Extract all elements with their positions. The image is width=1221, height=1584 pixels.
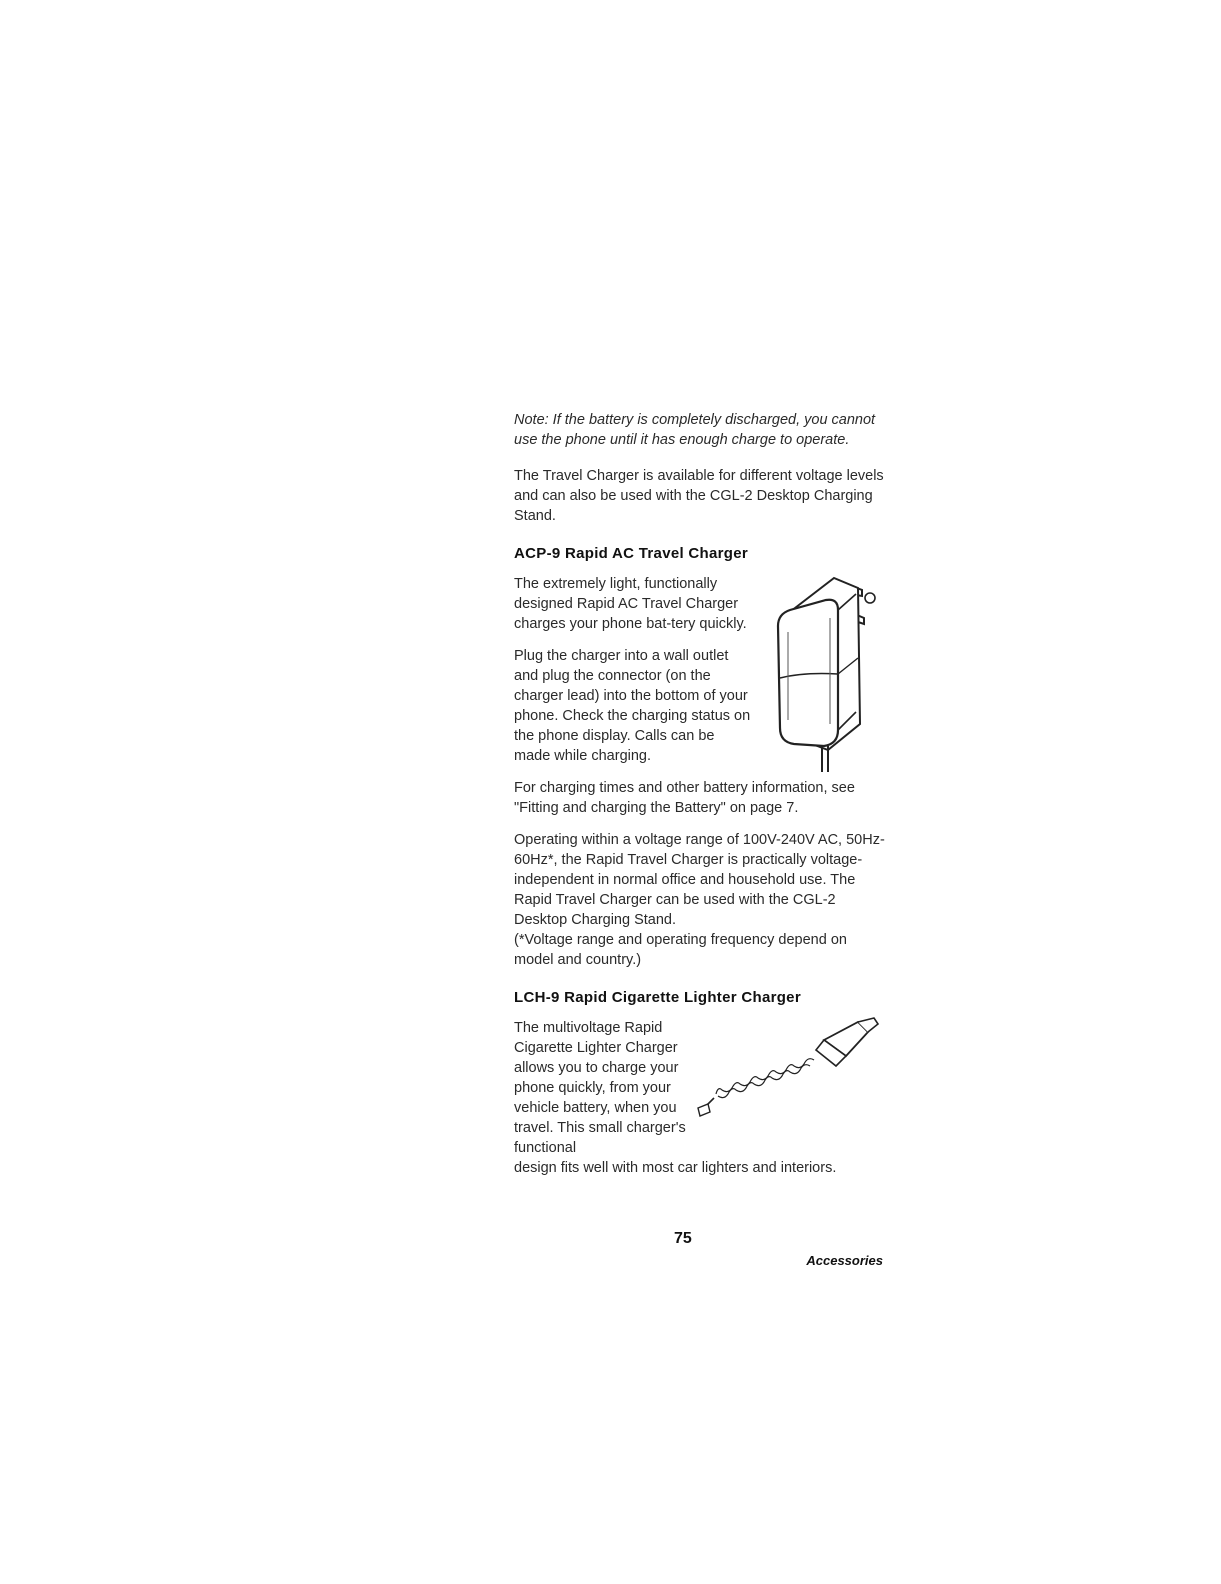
heading-lch9: LCH-9 Rapid Cigarette Lighter Charger <box>514 989 801 1006</box>
acp9-block <box>514 574 886 766</box>
lch9-block <box>514 1018 886 1178</box>
heading-acp9: ACP-9 Rapid AC Travel Charger <box>514 545 749 562</box>
intro-paragraph: The Travel Charger is available for different voltage levels and can also be used with the CGL-2 Desktop Charging Stand. <box>514 468 884 524</box>
lch9-paragraph-continued: design fits well with most car lighters and interiors. <box>514 1160 837 1176</box>
page-content <box>514 410 886 1190</box>
acp9-footnote: (*Voltage range and operating frequency depend on model and country.) <box>514 932 847 968</box>
note-text: Note: If the battery is completely discharged, you cannot use the phone until it has enough charge to operate. <box>514 412 876 448</box>
page-number: 75 <box>674 1230 692 1247</box>
lch9-paragraph-1: The multivoltage Rapid Cigarette Lighter Charger allows you to charge your phone quickly, from your vehicle battery, when you travel. This small charger's functional <box>514 1020 686 1156</box>
section-name: Accessories <box>806 1253 883 1268</box>
ac-travel-charger-icon <box>764 574 884 774</box>
acp9-paragraph-3: For charging times and other battery information, see "Fitting and charging the Battery" on page 7. <box>514 780 855 816</box>
acp9-paragraph-1: The extremely light, functionally designed Rapid AC Travel Charger charges your phone bat-tery quickly. <box>514 576 747 632</box>
cigarette-lighter-charger-icon <box>696 1016 886 1126</box>
acp9-paragraph-4: Operating within a voltage range of 100V-240V AC, 50Hz-60Hz*, the Rapid Travel Charger is practically voltage-independent in normal office and household use. The Rapid Travel Charger can be used with the CGL-2 Desktop Charging Stand. <box>514 832 885 928</box>
acp9-paragraph-2: Plug the charger into a wall outlet and plug the connector (on the charger lead) into the bottom of your phone. Check the charging status on the phone display. Calls can be made while charging. <box>514 648 751 764</box>
